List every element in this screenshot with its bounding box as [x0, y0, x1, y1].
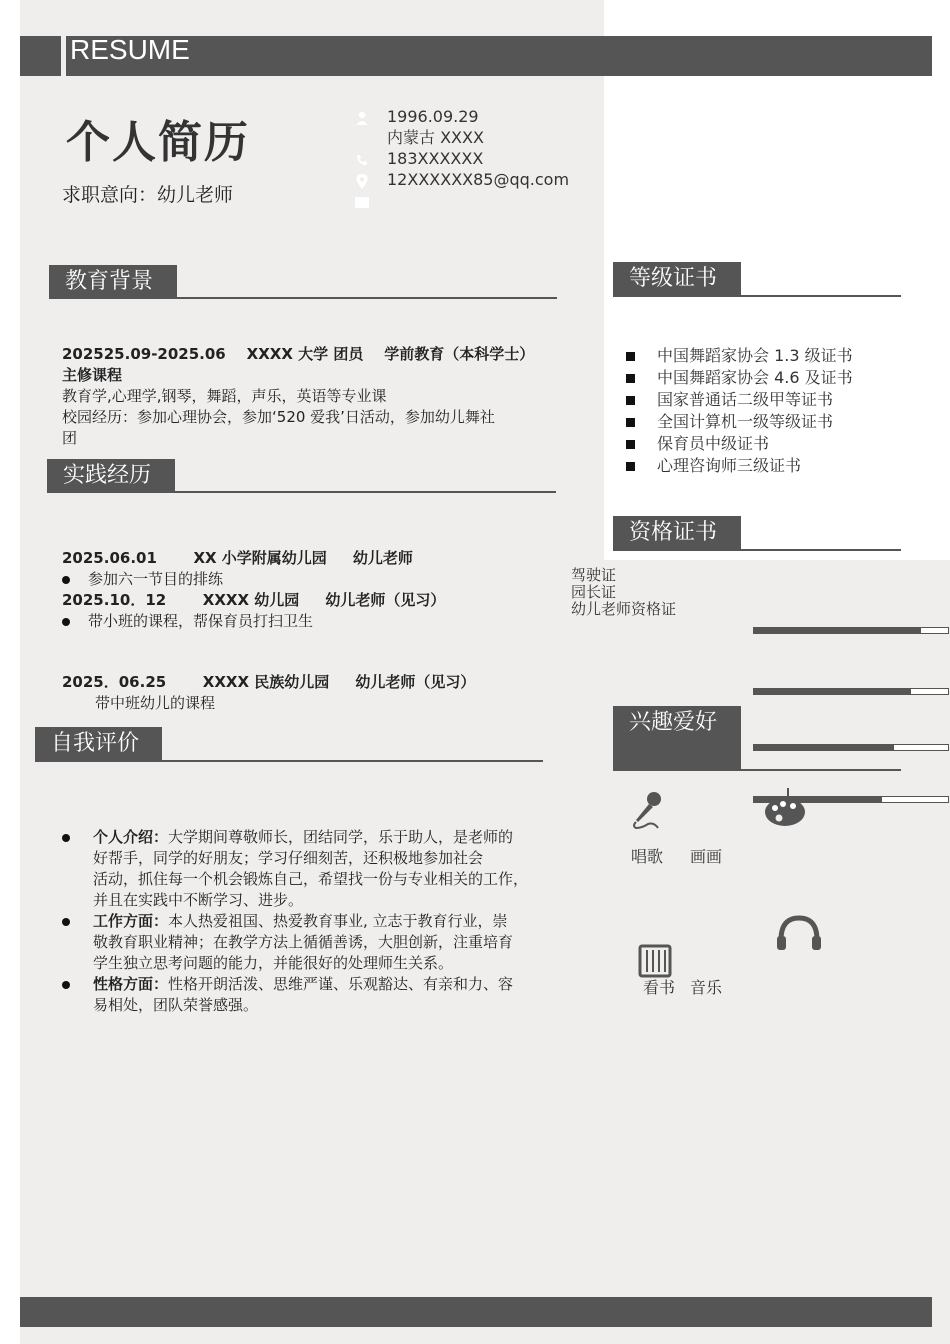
list-item: 驾驶证 — [571, 566, 617, 584]
list-item: 保育员中级证书 — [626, 433, 853, 455]
certificates-list — [626, 345, 853, 477]
page-title: 个人简历 — [66, 117, 250, 168]
square-bullet-icon — [626, 396, 635, 405]
practice-item-detail: 带小班的课程，帮保育员打扫卫生 — [62, 611, 562, 632]
footer-bar — [20, 1297, 932, 1327]
self-eval-label: 性格方面： — [93, 975, 169, 993]
practice-section-title: 实践经历 — [47, 459, 175, 493]
practice-item-heading: 2025．06.25 XXXX 民族幼儿园 幼儿老师（见习） — [62, 673, 476, 691]
self-eval-divider — [35, 760, 543, 762]
practice-item-detail: 参加六一节目的排练 — [62, 569, 562, 590]
email-icon — [354, 194, 370, 210]
phone-number: 183XXXXXX — [387, 149, 484, 168]
microphone-icon — [628, 790, 664, 834]
courses-list: 教育学,心理学,钢琴，舞蹈，声乐，英语等专业课 — [62, 387, 387, 405]
bullet-icon — [62, 834, 70, 842]
self-eval-label: 工作方面： — [93, 912, 169, 930]
skill-bar-fill — [754, 628, 921, 633]
bullet-icon — [62, 918, 70, 926]
skill-bar-fill — [754, 745, 894, 750]
list-item: 幼儿老师资格证 — [571, 600, 677, 618]
self-eval-content — [62, 827, 562, 1016]
skill-bar — [753, 744, 949, 751]
contact-icons — [354, 110, 372, 215]
email-address: 12XXXXXX85@qq.com — [387, 170, 570, 189]
hobby-label: 音乐 — [690, 978, 723, 997]
certificates-divider — [613, 295, 901, 297]
skill-bar-fill — [754, 689, 911, 694]
birthday: 1996.09.29 — [387, 107, 479, 126]
hobby-label: 看书 — [643, 978, 676, 997]
header-bar-divider — [61, 36, 66, 76]
bullet-icon — [62, 618, 70, 626]
hobbies-divider — [613, 769, 901, 771]
job-objective: 求职意向：幼儿老师 — [62, 184, 234, 206]
bullet-icon — [62, 576, 70, 584]
skill-bar — [753, 627, 949, 634]
user-icon — [354, 110, 370, 126]
square-bullet-icon — [626, 374, 635, 383]
practice-item-detail: 带中班幼儿的课程 — [95, 694, 216, 712]
self-eval-section-title: 自我评价 — [35, 727, 162, 761]
list-item: 中国舞蹈家协会 1.3 级证书 — [626, 345, 853, 367]
bullet-icon — [62, 981, 70, 989]
square-bullet-icon — [626, 462, 635, 471]
skill-bar — [753, 688, 949, 695]
qualifications-section-title: 资格证书 — [613, 516, 741, 550]
education-section-title: 教育背景 — [49, 265, 177, 299]
practice-item-heading: 2025.06.01 XX 小学附属幼儿园 幼儿老师 — [62, 549, 413, 567]
location-icon — [354, 173, 370, 189]
location: 内蒙古 XXXX — [387, 128, 484, 147]
practice-item-heading: 2025.10．12 XXXX 幼儿园 幼儿老师（见习） — [62, 591, 446, 609]
self-eval-item: 工作方面：本人热爱祖国、热爱教育事业, 立志于教育行业，崇 敬教育职业精神；在教学方法上循循善诱，大胆创新，注重培育 学生独立思考问题的能力，并能很好的处理师生关系。 — [62, 911, 562, 974]
self-eval-item: 性格方面：性格开朗活泼、思维严谨、乐观豁达、有亲和力、容 易相处，团队荣誉感强。 — [62, 974, 562, 1016]
certificates-section-title: 等级证书 — [613, 262, 741, 296]
list-item: 园长证 — [571, 583, 617, 601]
self-eval-label: 个人介绍： — [93, 828, 169, 846]
hobby-label: 画画 — [690, 847, 723, 866]
square-bullet-icon — [626, 352, 635, 361]
self-eval-item: 个人介绍：大学期间尊敬师长，团结同学，乐于助人，是老师的 好帮手，同学的好朋友；学习仔细刻苦，还积极地参加社会 活动，抓住每一个机会锻炼自己，希望找一份与专业相关的工作， 并且在实践中不断学习、进步。 — [62, 827, 562, 911]
hobby-label: 唱歌 — [631, 847, 664, 866]
practice-divider — [47, 491, 556, 493]
education-content — [62, 344, 562, 449]
qualifications-divider — [613, 549, 901, 551]
resume-label: RESUME — [70, 34, 190, 65]
list-item: 心理咨询师三级证书 — [626, 455, 853, 477]
skill-bar-group — [753, 627, 949, 803]
education-summary: 202525.09-2025.06 XXXX 大学 团员 学前教育（本科学士） — [62, 345, 535, 363]
list-item: 国家普通话二级甲等证书 — [626, 389, 853, 411]
hobbies-section-title: 兴趣爱好 — [613, 706, 741, 770]
headphones-icon — [776, 914, 822, 956]
home-icon — [354, 131, 370, 147]
list-item: 全国计算机一级等级证书 — [626, 411, 853, 433]
contact-info — [387, 106, 569, 190]
courses-heading: 主修课程 — [62, 366, 123, 384]
campus-experience-cont: 团 — [62, 429, 78, 447]
palette-icon — [763, 786, 809, 834]
square-bullet-icon — [626, 418, 635, 427]
square-bullet-icon — [626, 440, 635, 449]
education-divider — [49, 297, 557, 299]
list-item: 中国舞蹈家协会 4.6 及证书 — [626, 367, 853, 389]
practice-content — [62, 548, 562, 714]
campus-experience: 校园经历：参加心理协会，参加‘520 爱我’日活动，参加幼儿舞社 — [62, 408, 495, 426]
phone-icon — [354, 152, 370, 168]
qualifications-list — [571, 567, 676, 618]
